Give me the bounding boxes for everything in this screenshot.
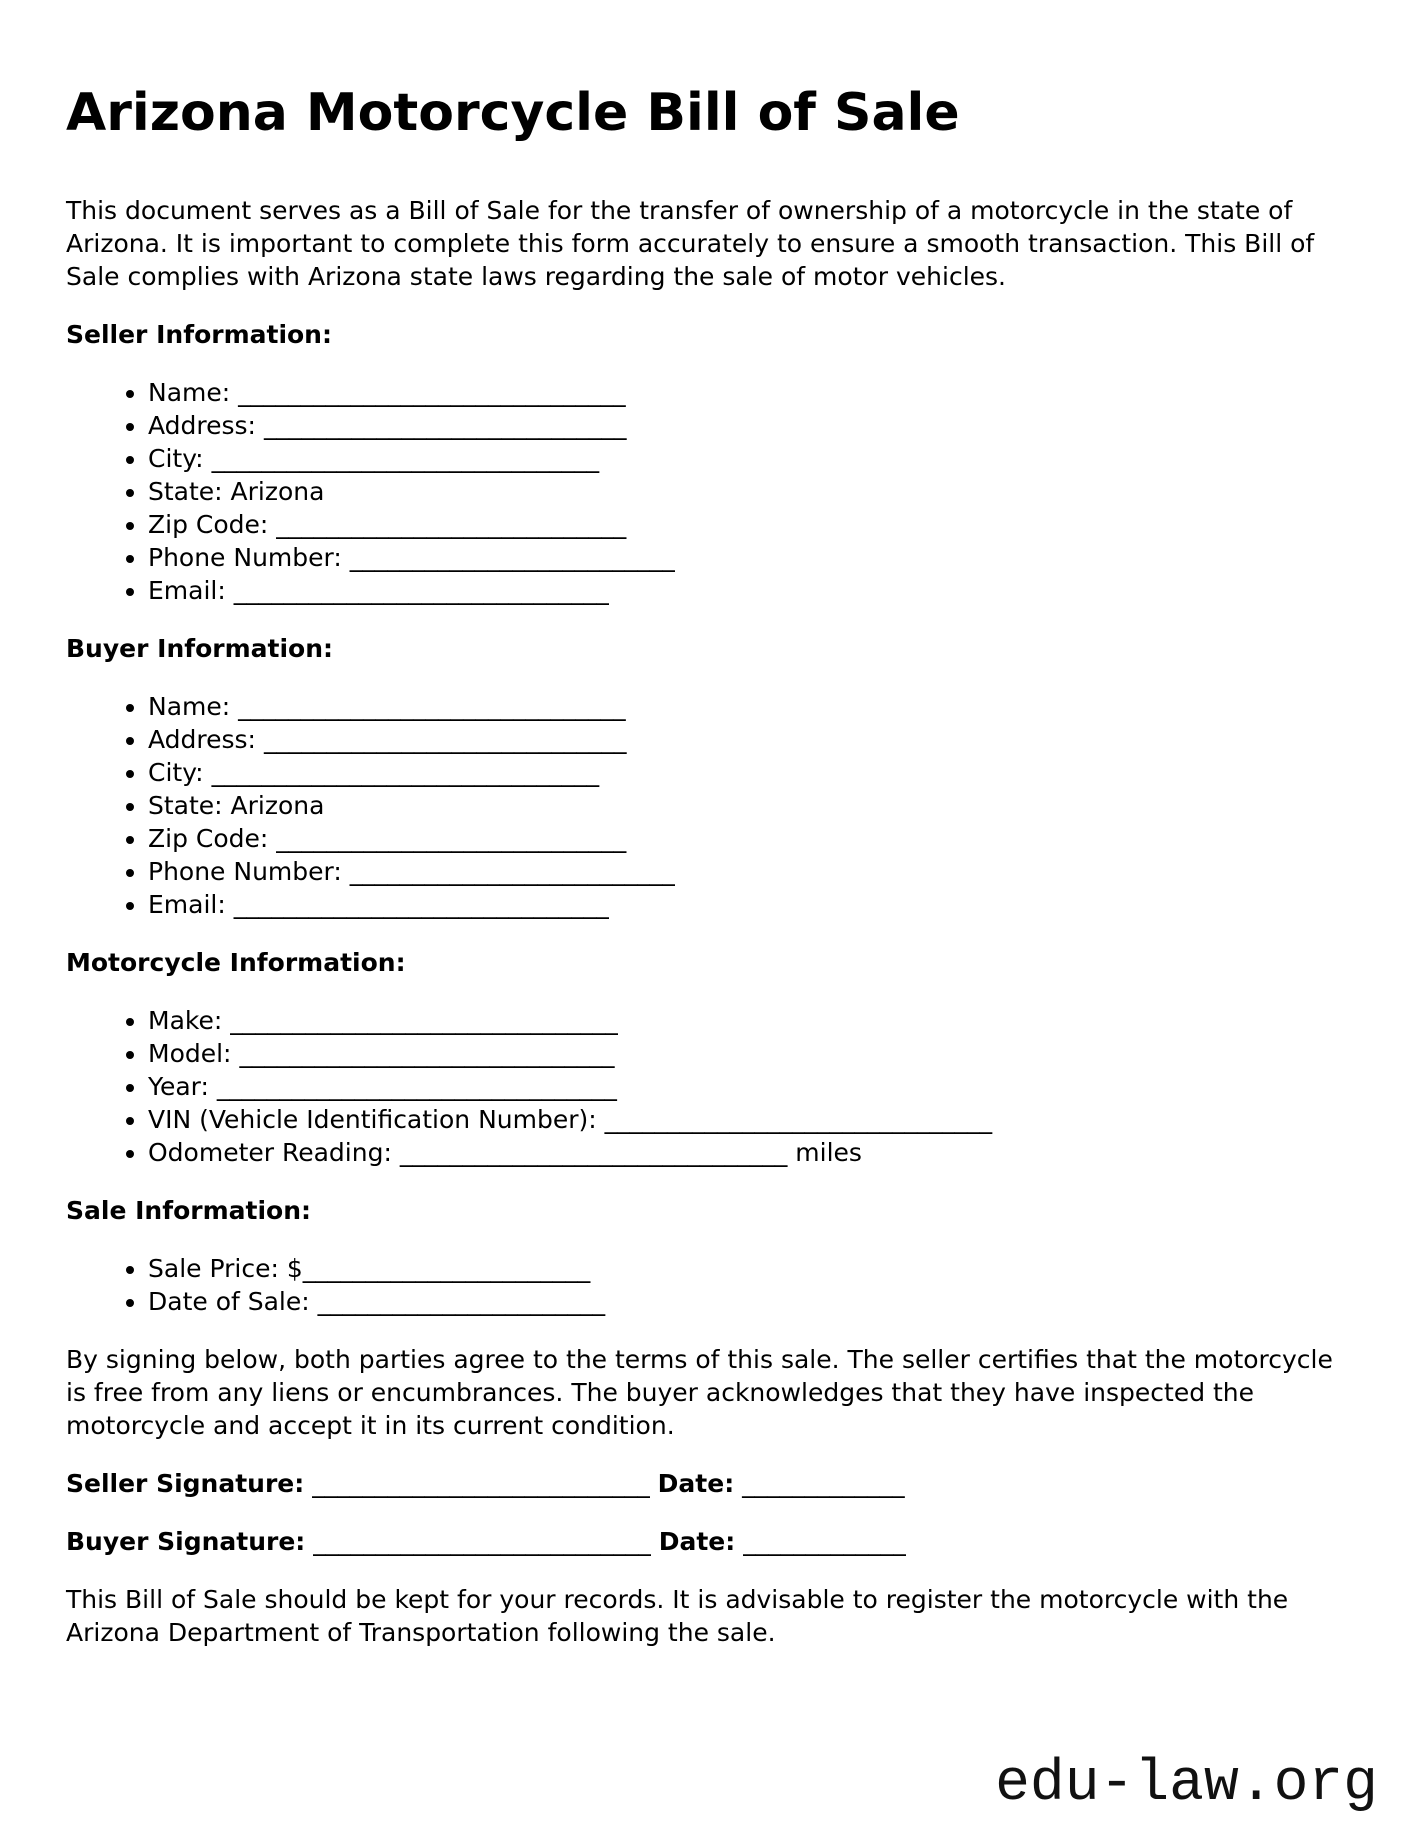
watermark-text: edu-law.org xyxy=(995,1752,1378,1817)
field-label: Name: xyxy=(148,377,239,407)
field-label: Email: xyxy=(148,575,234,605)
list-item xyxy=(148,475,1350,508)
list-item xyxy=(148,574,1350,607)
list-item xyxy=(148,723,1350,756)
field-label: Model: xyxy=(148,1038,240,1068)
field-blank-line: _______________________ xyxy=(302,1253,591,1283)
field-label: Email: xyxy=(148,889,234,919)
field-blank-line: _______________________________ xyxy=(604,1104,993,1134)
buyer-signature-line: ___________________________ xyxy=(305,1526,659,1556)
seller-signature-label: Seller Signature: xyxy=(66,1468,305,1498)
seller-field-list xyxy=(66,376,1350,607)
section-heading-motorcycle: Motorcycle Information: xyxy=(66,947,406,977)
field-blank-line: _______________________________ xyxy=(238,691,626,721)
field-blank-line: _____________________________ xyxy=(263,724,627,754)
list-item xyxy=(148,855,1350,888)
field-blank-line: ____________________________ xyxy=(276,823,627,853)
list-item xyxy=(148,442,1350,475)
field-label: Odometer Reading: xyxy=(148,1137,400,1167)
field-label: Sale Price: $ xyxy=(148,1253,303,1283)
field-blank-line: __________________________ xyxy=(349,542,675,572)
field-label: VIN (Vehicle Identification Number): xyxy=(148,1104,605,1134)
list-item xyxy=(148,1285,1350,1318)
list-item xyxy=(148,789,1350,822)
field-label: Phone Number: xyxy=(148,542,350,572)
field-label: State: Arizona xyxy=(148,476,325,506)
sale-field-list xyxy=(66,1252,1350,1318)
list-item xyxy=(148,1070,1350,1103)
list-item xyxy=(148,690,1350,723)
seller-signature-row xyxy=(66,1467,1350,1500)
field-blank-line: __________________________ xyxy=(349,856,675,886)
motorcycle-field-list xyxy=(66,1004,1350,1169)
section-heading-buyer: Buyer Information: xyxy=(66,633,334,663)
buyer-signature-label: Buyer Signature: xyxy=(66,1526,306,1556)
list-item xyxy=(148,409,1350,442)
section-heading-sale: Sale Information: xyxy=(66,1195,311,1225)
field-blank-line: _______________________________ xyxy=(211,443,600,473)
list-item xyxy=(148,756,1350,789)
list-item xyxy=(148,1103,1350,1136)
field-blank-line: _______________________________ xyxy=(211,757,600,787)
list-item xyxy=(148,541,1350,574)
field-label: Make: xyxy=(148,1005,231,1035)
footer-note: This Bill of Sale should be kept for your records. It is advisable to register the motorcycle with the Arizona Department of Transportation following the sale. xyxy=(66,1584,1289,1647)
list-item xyxy=(148,822,1350,855)
intro-paragraph: This document serves as a Bill of Sale for the transfer of ownership of a motorcycle in the state of Arizona. It is important to complete this form accurately to ensure a smooth transaction. This Bill of Sale complies with Arizona state laws regarding the sale of motor vehicles. xyxy=(66,195,1315,291)
field-blank-line: _____________________________ xyxy=(263,410,627,440)
field-blank-line: ______________________________ xyxy=(239,1038,615,1068)
seller-signature-line: ___________________________ xyxy=(304,1468,658,1498)
field-blank-line: ____________________________ xyxy=(276,509,627,539)
list-item xyxy=(148,1004,1350,1037)
field-label: City: xyxy=(148,443,212,473)
field-label: Date of Sale: xyxy=(148,1286,318,1316)
list-item xyxy=(148,376,1350,409)
buyer-date-line: _____________ xyxy=(735,1526,906,1556)
field-label: Address: xyxy=(148,724,264,754)
field-blank-line: _______________________________ xyxy=(399,1137,788,1167)
field-label: City: xyxy=(148,757,212,787)
document-content xyxy=(66,84,1350,1649)
field-blank-line: _______________________________ xyxy=(230,1005,618,1035)
field-blank-line: _______________________ xyxy=(317,1286,606,1316)
list-item xyxy=(148,508,1350,541)
buyer-signature-row xyxy=(66,1525,1350,1558)
field-blank-line: ________________________________ xyxy=(216,1071,617,1101)
section-heading-seller: Seller Information: xyxy=(66,319,332,349)
field-label: Address: xyxy=(148,410,264,440)
seller-date-line: _____________ xyxy=(734,1468,905,1498)
buyer-date-label: Date: xyxy=(658,1526,736,1556)
page-title: Arizona Motorcycle Bill of Sale xyxy=(66,83,960,143)
field-blank-line: _______________________________ xyxy=(238,377,626,407)
seller-date-label: Date: xyxy=(657,1468,735,1498)
field-label: Zip Code: xyxy=(148,509,277,539)
buyer-field-list xyxy=(66,690,1350,921)
field-label: Year: xyxy=(148,1071,217,1101)
field-suffix: miles xyxy=(787,1137,862,1167)
list-item xyxy=(148,1136,1350,1169)
field-blank-line: ______________________________ xyxy=(233,889,609,919)
list-item xyxy=(148,1037,1350,1070)
field-label: Zip Code: xyxy=(148,823,277,853)
agreement-paragraph: By signing below, both parties agree to the terms of this sale. The seller certifies that the motorcycle is free from any liens or encumbrances. The buyer acknowledges that they have inspected the motorcycle and accept it in its current condition. xyxy=(66,1344,1333,1440)
field-blank-line: ______________________________ xyxy=(233,575,609,605)
field-label: State: Arizona xyxy=(148,790,325,820)
field-label: Phone Number: xyxy=(148,856,350,886)
list-item xyxy=(148,888,1350,921)
list-item xyxy=(148,1252,1350,1285)
field-label: Name: xyxy=(148,691,239,721)
